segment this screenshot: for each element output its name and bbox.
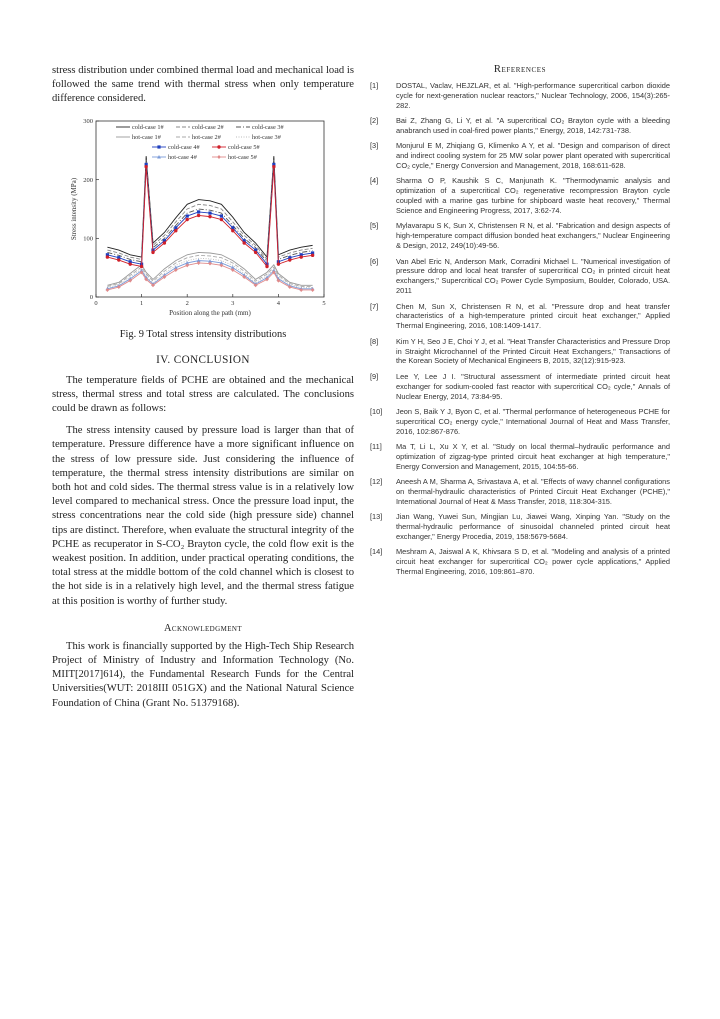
legend-label: cold-case 2#: [192, 123, 224, 131]
legend-marker: [157, 145, 160, 148]
reference-text: Chen M, Sun X, Christensen R N, et al. "Pressure drop and heat transfer characteristics of a high-temperature printed circuit heat exchanger," Applied Thermal Engineering, 2016, 108:1409-1417.: [396, 301, 670, 331]
figure-caption: Fig. 9 Total stress intensity distributions: [119, 328, 287, 340]
reference-item: [370, 337, 670, 367]
data-point: [231, 229, 234, 232]
reference-number: [5]: [370, 221, 379, 231]
conclusion-heading: IV. CONCLUSION: [156, 353, 250, 366]
y-axis-label: Stress intensity (MPa): [70, 177, 78, 240]
legend-label: hot-case 3#: [252, 133, 281, 141]
reference-item: [370, 257, 670, 297]
series-line: [107, 153, 312, 257]
reference-number: [13]: [370, 512, 383, 522]
x-tick-label: 4: [276, 299, 281, 307]
reference-number: [3]: [370, 141, 379, 151]
data-point: [174, 229, 177, 232]
x-tick-label: 1: [139, 299, 144, 307]
reference-text: Jeon S, Baik Y J, Byon C, et al. "Thermal performance of heterogeneous PCHE for supercritical CO₂ energy cycle," International Journal of Heat and Mass Transfer, 2016, 102:867-876.: [396, 406, 670, 436]
reference-text: Aneesh A M, Sharma A, Srivastava A, et al. "Effects of wavy channel configurations on thermal-hydraulic characteristics of Printed Circuit Heat Exchanger (PCHE)," International Journal of Heat & Mass Transfer, 2018, 118:304-315.: [396, 477, 670, 506]
data-point: [300, 255, 303, 258]
data-point: [186, 217, 189, 220]
reference-text: Meshram A, Jaiswal A K, Khivsara S D, et al. "Modeling and analysis of a printed circuit heat exchanger for supercritical CO₂ power cycle applications," Applied Thermal Engineering, 2016, 109:861–870.: [396, 547, 670, 577]
reference-text: Bai Z, Zhang G, Li Y, et al. "A supercritical CO₂ Brayton cycle with a bleeding anabranch used in coal-fired power plants," Energy, 2018, 142:731-738.: [396, 116, 670, 136]
legend-label: cold-case 1#: [132, 123, 164, 131]
intro-paragraph: stress distribution under combined thermal load and mechanical load is followed the same trend with thermal stress when only temperature difference considered.: [52, 65, 354, 105]
reference-number: [10]: [370, 406, 383, 416]
reference-text: Van Abel Eric N, Anderson Mark, Corradini Michael L. "Numerical investigation of pressure ddrop and local heat transfer of supercritical CO₂ in printed circuit heat exchangers," Supercritical CO₂ Power Cycle Symposium, Boulder, Colorado, USA. 2011: [396, 256, 670, 296]
reference-number: [11]: [370, 442, 382, 451]
conclusion-paragraph-1: The temperature fields of PCHE are obtained and the mechanical stress, thermal stress and total stress are calculated. The conclusions could be drawn as follows:: [52, 374, 354, 415]
reference-item: [370, 221, 670, 251]
data-point: [220, 214, 223, 217]
y-tick-label: 0: [89, 293, 93, 301]
reference-list: [370, 81, 670, 577]
x-tick-label: 5: [322, 299, 326, 307]
reference-item: [370, 176, 670, 216]
acknowledgment-heading: Acknowledgment: [163, 622, 243, 634]
data-point: [272, 165, 275, 168]
reference-item: [370, 547, 670, 577]
data-point: [277, 262, 280, 265]
data-point: [129, 262, 132, 265]
reference-item: [370, 407, 670, 437]
data-point: [288, 258, 291, 261]
data-point: [220, 217, 223, 220]
reference-item: [370, 372, 670, 402]
legend-marker: [217, 145, 220, 148]
reference-number: [6]: [370, 256, 379, 266]
data-point: [186, 214, 189, 217]
x-axis-label: Position along the path (mm): [169, 308, 251, 317]
data-point: [254, 250, 257, 253]
reference-text: Kim Y H, Seo J E, Choi Y J, et al. "Heat Transfer Characteristics and Pressure Drop in Straight Microchannel of the Printed Circuit Heat Exchangers," Transactions of the Korean Society of Mechanical Engineers B, 2015, 32(12):915-923.: [396, 336, 670, 366]
x-tick-label: 3: [231, 299, 235, 307]
reference-number: [1]: [370, 81, 379, 90]
reference-item: [370, 442, 670, 472]
references-heading: References: [493, 64, 547, 75]
legend-label: cold-case 5#: [228, 143, 260, 151]
conclusion-paragraph-2: The stress intensity caused by pressure load is larger than that of temperature. Pressure difference have a more significant influence on the stress of low pressure side. Just considering the influence of temperature, the thermal stress intensity distributions are similar on both hot and cold sides. The thermal stress value is in a relatively low level compared to mechanical stress. Once the pressure load input, the stress concentrations near the cold side (high pressure side) channel tips are distinct. Therefore, when evaluate the structural integrity of the PCHE as recuperator in S-CO₂ Brayton cycle, the cold flow exit is the weakest position. In addition, under practical operating conditions, the total stress at the middle bottom of the cold channel which is closest to the hot side is in a relatively high level, and the thermal stress fatigue at this position is worthy of further study.: [52, 425, 354, 607]
data-point: [117, 285, 121, 289]
reference-number: [7]: [370, 301, 379, 311]
legend-label: cold-case 4#: [168, 143, 200, 151]
data-point: [140, 264, 143, 267]
legend-label: hot-case 5#: [228, 153, 257, 161]
reference-number: [8]: [370, 336, 379, 346]
data-point: [151, 250, 154, 253]
data-point: [117, 258, 120, 261]
reference-item: [370, 81, 670, 111]
right-column: [370, 64, 670, 582]
reference-number: [12]: [370, 477, 383, 487]
data-point: [288, 285, 292, 289]
reference-item: [370, 116, 670, 136]
legend-marker: [217, 155, 221, 159]
reference-text: Monjurul E M, Zhiqiang G, Klimenko A Y, et al. "Design and comparison of direct and indirect cooling system for 25 MW solar power plant operated with supercritical CO₂ cycle," Energy Conversion and Management, 2018, 168:611-628.: [396, 141, 670, 171]
reference-text: DOSTAL, Vaclav, HEJZLAR, et al. "High-performance supercritical carbon dioxide cycle for next-generation nuclear reactors," Nuclear Technology, 2006, 154(3):265-282.: [396, 81, 670, 110]
data-point: [243, 241, 246, 244]
data-point: [311, 253, 314, 256]
reference-text: Ma T, Li L, Xu X Y, et al. "Study on local thermal–hydraulic performance and optimization of zigzag-type printed circuit heat exchanger at high temperature," Energy Conversion and Management, 2015, 104:55-66.: [396, 442, 670, 471]
reference-item: [370, 302, 670, 332]
data-point: [197, 210, 200, 213]
reference-number: [2]: [370, 116, 379, 126]
data-point: [106, 255, 109, 258]
reference-text: Sharma O P, Kaushik S C, Manjunath K. "Thermodynamic analysis and optimization of a supercritical CO₂ regenerative recompression Brayton cycle coupled with a marine gas turbine for shipboard waste heat recovery," Thermal Science and Engineering Progress, 2017, 3:62-74.: [396, 176, 670, 216]
reference-number: [4]: [370, 176, 379, 186]
reference-text: Jian Wang, Yuwei Sun, Mingjian Lu, Jiawei Wang, Xinping Yan. "Study on the thermal-hydraulic performance of sinusoidal channeled printed circuit heat exchanger," Energy Procedia, 2019, 158:5679-5684.: [396, 512, 670, 542]
x-tick-label: 2: [185, 299, 189, 307]
reference-text: Mylavarapu S K, Sun X, Christensen R N, et al. "Fabrication and design aspects of high-temperature compact diffusion bonded heat exchangers," Nuclear Engineering & Design, 2012, 249(10):49-56.: [396, 221, 670, 251]
reference-item: [370, 512, 670, 542]
legend-label: cold-case 3#: [252, 123, 284, 131]
figure-9: [52, 115, 354, 327]
stress-chart: [52, 115, 354, 327]
reference-text: Lee Y, Lee J I. "Structural assessment of intermediate printed circuit heat exchanger for sodium-cooled fast reactor with supercritical CO₂ cycle," Annals of Nuclear Energy, 2014, 73:84-95.: [396, 371, 670, 401]
data-point: [231, 226, 234, 229]
reference-item: [370, 141, 670, 171]
acknowledgment-text: This work is financially supported by the High-Tech Ship Research Project of Ministry of Industry and Information Technology (No. MIIT[2017]614), the Fundamental Research Funds for the Central Universities(WUT: 2018III 051GX) and the National Natural Science Foundation of China (Grant No. 51379168).: [52, 640, 354, 709]
reference-number: [9]: [370, 371, 379, 381]
legend-label: hot-case 2#: [192, 133, 221, 141]
y-tick-label: 200: [83, 176, 93, 184]
data-point: [208, 215, 211, 218]
data-point: [197, 213, 200, 216]
reference-item: [370, 477, 670, 507]
data-point: [144, 165, 147, 168]
y-tick-label: 300: [83, 117, 93, 125]
y-tick-label: 100: [83, 235, 93, 243]
series-line: [107, 159, 312, 259]
legend-label: hot-case 1#: [132, 133, 161, 141]
series-line: [107, 252, 312, 285]
data-point: [174, 226, 177, 229]
data-point: [208, 211, 211, 214]
data-point: [265, 264, 268, 267]
x-tick-label: 0: [94, 299, 98, 307]
reference-number: [14]: [370, 547, 383, 557]
plot-frame: [96, 121, 324, 297]
data-point: [163, 241, 166, 244]
left-column: [52, 64, 354, 711]
legend-label: hot-case 4#: [168, 153, 197, 161]
